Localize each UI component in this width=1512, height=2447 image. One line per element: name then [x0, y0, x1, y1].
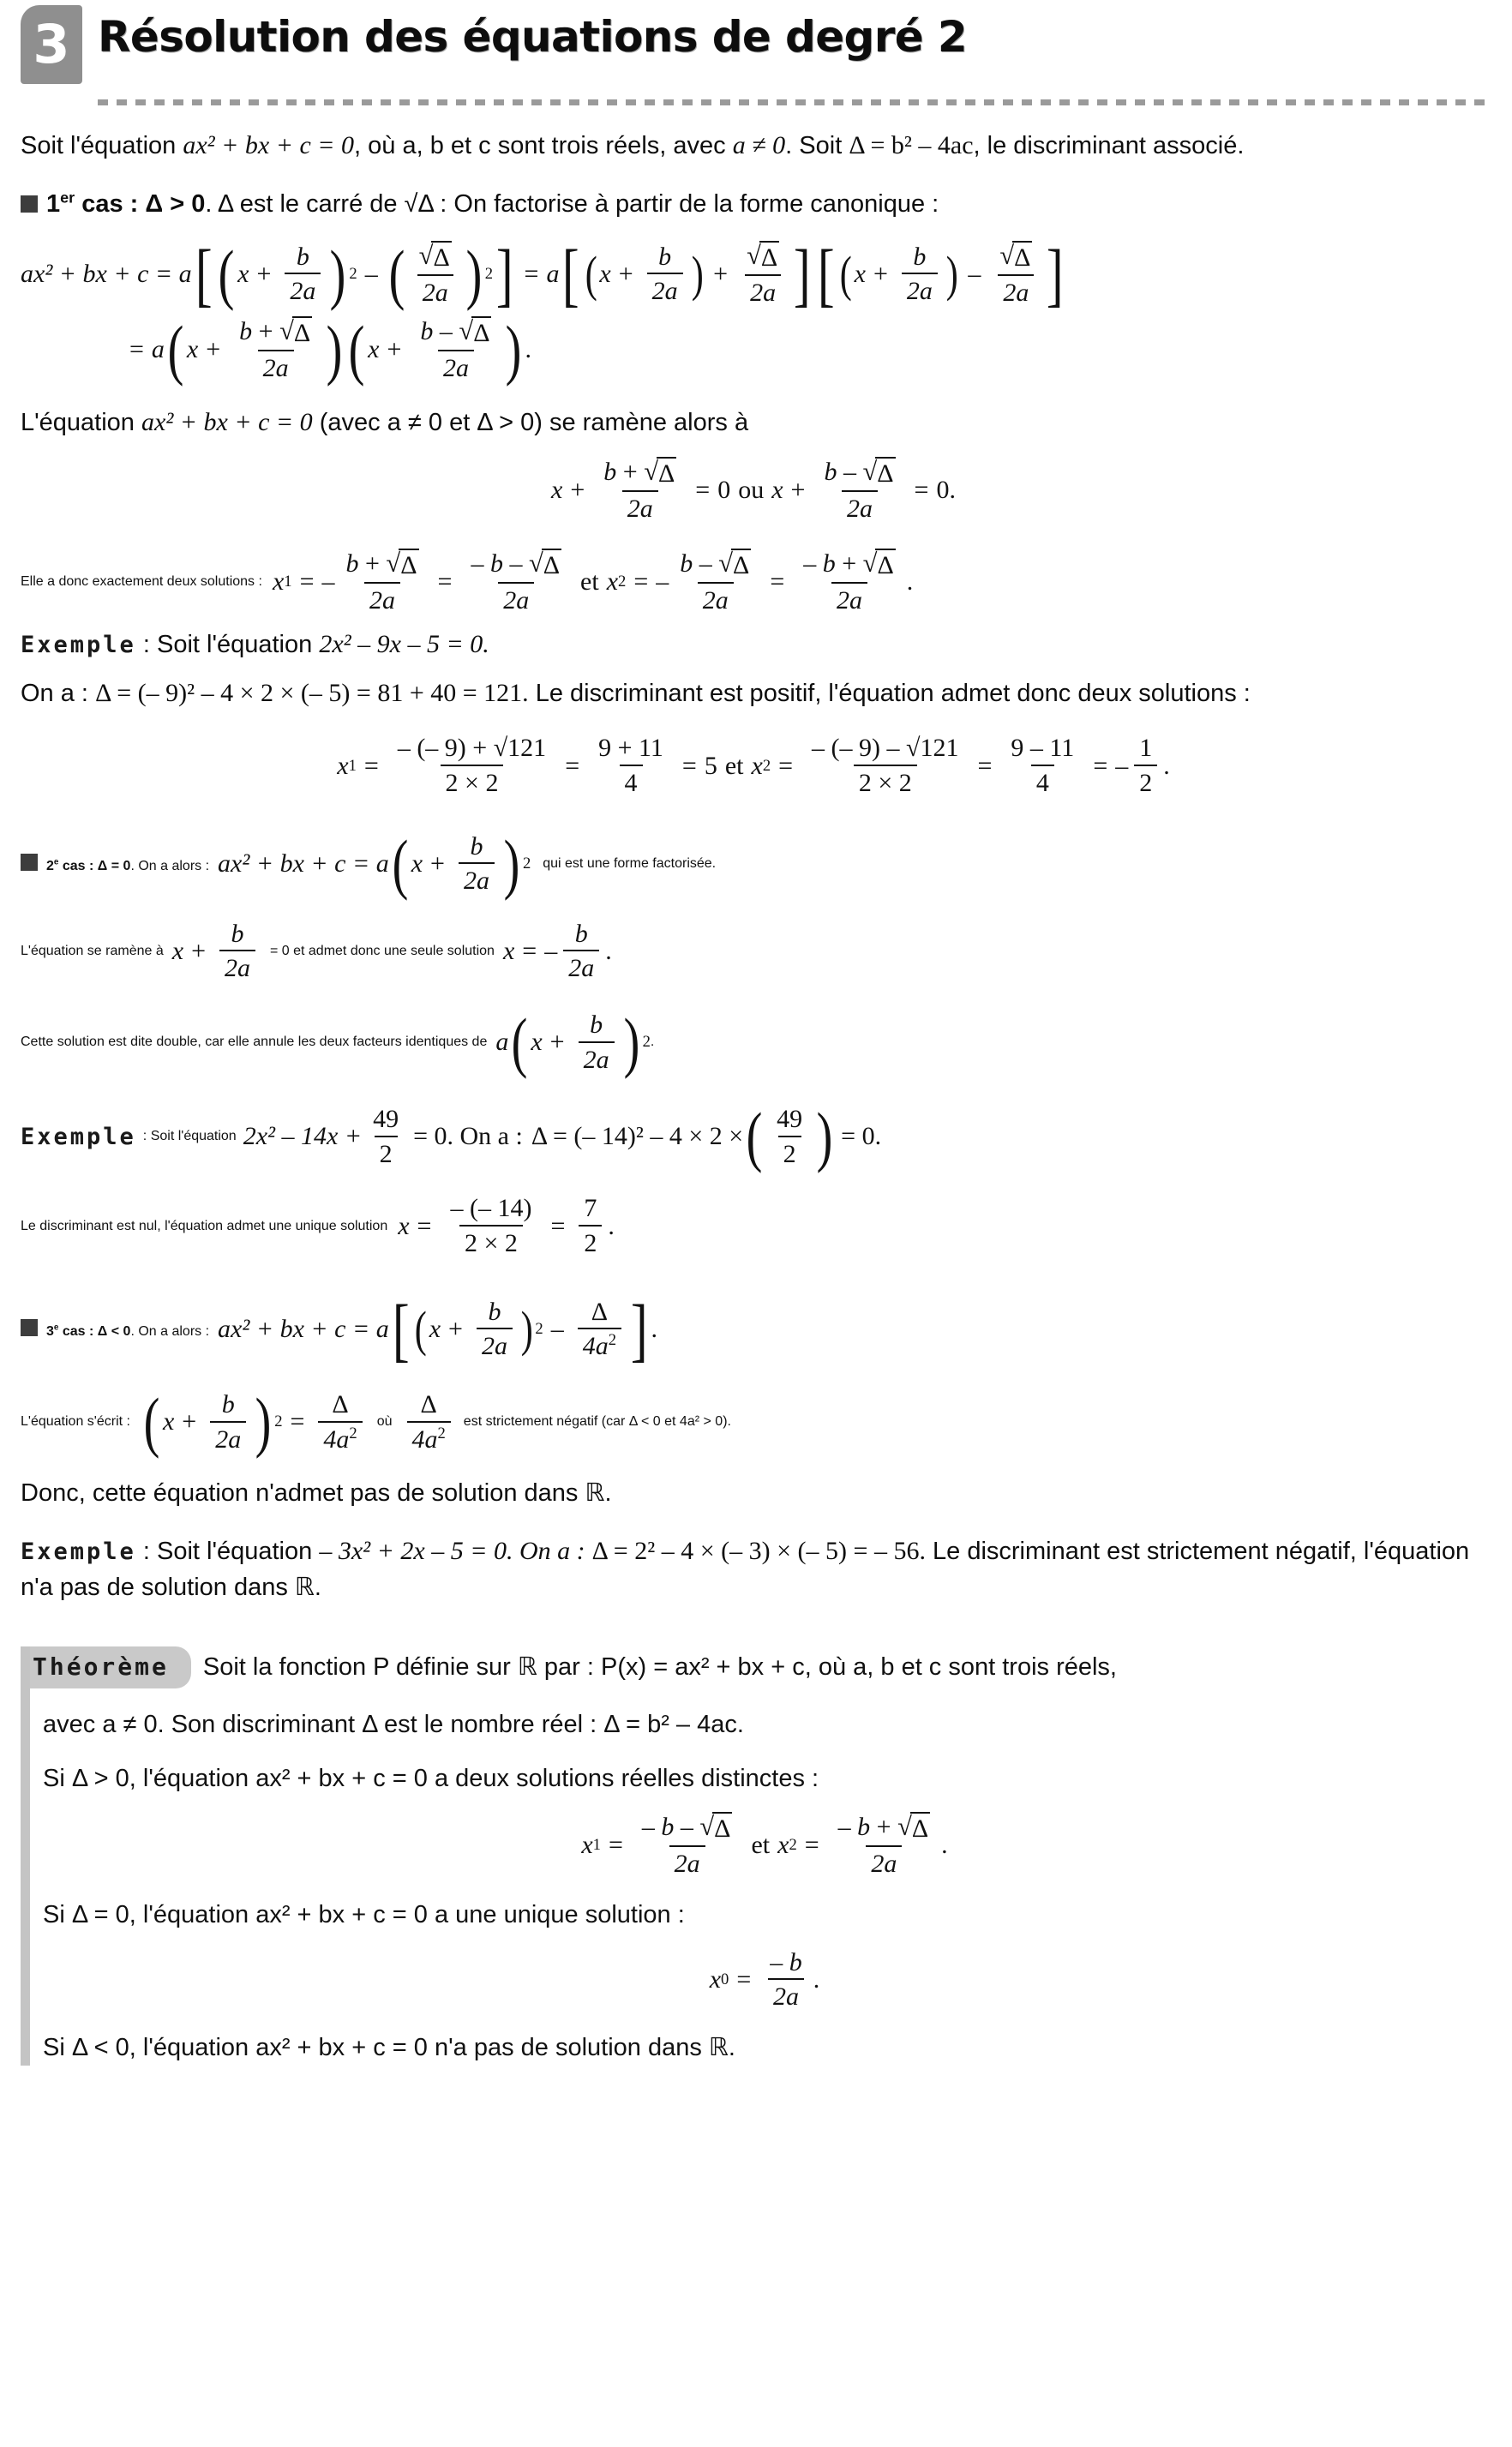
case1-factorisation-row2: = a ( x + b + √ Δ 2a ) ( x + b – √ Δ 2a ) .	[129, 311, 531, 387]
ex2-x-res-num: 7	[584, 1194, 597, 1223]
case3-conclusion: Donc, cette équation n'admet pas de solution dans ℝ.	[21, 1479, 612, 1508]
ex1-x2-num2: 9 – 11	[1011, 734, 1075, 763]
ex1-x2-den: 2 × 2	[858, 769, 912, 798]
ex2-frac-num: 49	[373, 1105, 399, 1134]
ex1-x1-num2: 9 + 11	[598, 734, 663, 763]
reduces-prefix: L'équation	[21, 409, 135, 437]
theorem-case-positive: Si Δ > 0, l'équation ax² + bx + c = 0 a deux solutions réelles distinctes :	[43, 1765, 819, 1793]
case3-strict-neg-text: est strictement négatif (car Δ < 0 et 4a² > 0).	[463, 1414, 731, 1430]
case1-two-solutions: Elle a donc exactement deux solutions : x 1 = – b + √ Δ 2a = – b – √ Δ 2a et x 2 = – b – √ Δ 2a = – b + √ Δ 2a .	[21, 549, 914, 615]
ex1-x1-result: 5	[704, 751, 717, 780]
ex2-x-den: 2 × 2	[465, 1229, 518, 1258]
example2-line: Exemple : Soit l'équation 2x² – 14x + $\frac{49}{2}$ = 0. On a : Δ = (– 14)² – 4 × 2 × ( $\frac{49}{2}$ ) = 0.	[21, 1099, 882, 1174]
example1-conclusion: Le discriminant est positif, l'équation admet donc deux solutions :	[535, 679, 1251, 707]
case3-sentence1: . On a alors :	[130, 1323, 210, 1339]
theorem-badge: Théorème	[21, 1646, 191, 1688]
case3-where-text: où	[376, 1414, 393, 1430]
case2-reduce-prefix: L'équation se ramène à	[21, 943, 164, 958]
case2-label: 2	[46, 858, 54, 873]
ex1-x2-num: – (– 9) – √121	[812, 734, 959, 763]
case2-heading: 2e cas : Δ = 0. On a alors : ax² + bx + c = a ( x + $\frac{b}{2a}$ ) 2 qui est une forme factorisée.	[21, 832, 1486, 896]
example3-equation: – 3x² + 2x – 5 = 0. On a :	[319, 1537, 585, 1566]
case1-sentence: . Δ est le carré de √Δ : On factorise à partir de la forme canonique :	[205, 189, 939, 218]
ex1-x2-res-num: 1	[1139, 734, 1153, 763]
square-bullet-icon	[21, 854, 38, 871]
theorem-solutions-positive: x 1 = – b – √ Δ 2a et x 2 = – b + √ Δ 2a .	[581, 1812, 948, 1879]
case3-heading: 3e cas : Δ < 0. On a alors : ax² + bx + c = a [ ( x + $\frac{b}{2a}$ ) 2 – $\frac{\Delta}{4a^2}$ ] .	[21, 1296, 1486, 1363]
page-header	[21, 0, 1488, 105]
example1-computation	[21, 675, 1486, 712]
case3-label-word: cas :	[62, 1323, 94, 1339]
example2-conclusion: Le discriminant est nul, l'équation admet une unique solution x = $\frac{- (- 14)}{2 \times 2}$ = $\frac{7}{2}$ .	[21, 1194, 615, 1258]
intro-discriminant: Δ = b² – 4ac	[849, 131, 974, 159]
intro-text-middle: , où a, b et c sont trois réels, avec	[354, 132, 726, 159]
theorem-block	[21, 1646, 1486, 2066]
case1-label: 1	[46, 189, 61, 218]
ex2-conclusion-text: Le discriminant est nul, l'équation admet une unique solution	[21, 1218, 388, 1233]
case2-sentence1: . On a alors :	[130, 858, 210, 873]
example3-line	[21, 1533, 1486, 1605]
case3-condition: Δ < 0	[97, 1323, 131, 1339]
theorem-line1: Soit la fonction P définie sur ℝ par : P(x) = ax² + bx + c, où a, b et c sont trois réels,	[202, 1653, 1117, 1682]
ex2-discriminant: Δ = (– 14)² – 4 × 2 ×	[531, 1122, 744, 1151]
ex1-x1-num: – (– 9) + √121	[397, 734, 547, 763]
case3-label-sup: e	[53, 1322, 59, 1333]
dashed-rule	[98, 99, 1488, 105]
page-title: Résolution des équations de degré 2	[98, 12, 968, 62]
page-content	[21, 128, 1486, 1605]
et-connector-3: et	[751, 1831, 771, 1860]
theorem-case-negative: Si Δ < 0, l'équation ax² + bx + c = 0 n'a pas de solution dans ℝ.	[43, 2034, 735, 2061]
example1-label: Exemple	[21, 632, 136, 659]
case2-double-root: Cette solution est dite double, car elle annule les deux facteurs identiques de a ( x + $\frac{b}{2a}$ ) 2 .	[21, 1005, 655, 1080]
case1-heading	[21, 187, 1486, 222]
case1-reduces-text	[21, 405, 1486, 441]
intro-paragraph	[21, 128, 1486, 165]
case2-double-text: Cette solution est dite double, car elle annule les deux facteurs identiques de	[21, 1035, 488, 1050]
case2-lhs: ax² + bx + c = a	[218, 849, 389, 878]
ex2-equation-rhs: = 0. On a :	[413, 1122, 523, 1151]
example1-discriminant: Δ = (– 9)² – 4 × 2 × (– 5) = 81 + 40 = 121.	[95, 678, 529, 707]
theorem-line2: avec a ≠ 0. Son discriminant Δ est le nombre réel : Δ = b² – 4ac.	[43, 1711, 744, 1739]
case3-writes: L'équation s'écrit : ( x + $\frac{b}{2a}$ ) 2 = $\frac{\Delta}{4a^2}$ où $\frac{\Delta}{4a^2}$ est strictement négatif (car Δ < 0 et 4a² > 0).	[21, 1384, 731, 1460]
case2-condition: Δ = 0	[97, 858, 131, 873]
case1-reduced-equations: x + b + √ Δ 2a = 0 ou x + b – √ Δ 2a = 0.	[551, 456, 956, 523]
ex2-discriminant-end: = 0.	[841, 1122, 882, 1151]
factorisation-lhs: ax² + bx + c = a	[21, 259, 192, 288]
case1-condition: Δ > 0	[145, 189, 206, 218]
example3-discriminant: Δ = 2² – 4 × (– 3) × (– 5) = – 56.	[591, 1537, 926, 1566]
case2-label-sup: e	[53, 857, 59, 867]
case2-double-period: .	[650, 1035, 655, 1050]
example1-computation-prefix: On a :	[21, 679, 88, 707]
example1-intro: : Soit l'équation	[142, 631, 313, 659]
ex2-equation-lhs: 2x² – 14x +	[243, 1122, 363, 1151]
square-bullet-icon	[21, 195, 38, 213]
case2-sentence2: qui est une forme factorisée.	[543, 855, 717, 871]
example2-label: Exemple	[21, 1123, 136, 1150]
intro-condition: a ≠ 0	[732, 131, 786, 159]
case3-label: 3	[46, 1323, 54, 1339]
intro-equation: ax² + bx + c = 0	[183, 131, 355, 159]
case3-writes-text: L'équation s'écrit :	[21, 1414, 130, 1430]
ex1-x1-den2: 4	[624, 769, 638, 798]
example1-line	[21, 627, 1486, 663]
square-bullet-icon	[21, 1319, 38, 1336]
example3-intro: : Soit l'équation	[142, 1538, 313, 1566]
case2-reduce-suffix: = 0 et admet donc une seule solution	[269, 943, 495, 958]
theorem-first-line	[33, 1646, 1486, 1688]
two-solutions-label: Elle a donc exactement deux solutions :	[21, 573, 262, 589]
theorem-case-zero: Si Δ = 0, l'équation ax² + bx + c = 0 a une unique solution :	[43, 1900, 685, 1928]
example3-label: Exemple	[21, 1538, 136, 1566]
ou-connector: ou	[738, 475, 765, 504]
reduces-equation: ax² + bx + c = 0	[141, 408, 313, 437]
ex2-x-res-den: 2	[584, 1229, 597, 1258]
et-connector-1: et	[580, 567, 599, 596]
example2-intro: : Soit l'équation	[142, 1129, 237, 1144]
case1-label-sup: er	[60, 188, 75, 206]
ex1-x2-den2: 4	[1035, 769, 1049, 798]
reduces-suffix: (avec a ≠ 0 et Δ > 0) se ramène alors à	[319, 409, 749, 437]
intro-text-before: Soit l'équation	[21, 132, 177, 159]
ex1-x2-res-den: 2	[1139, 769, 1153, 798]
intro-text-end: , le discriminant associé.	[973, 132, 1245, 159]
theorem-solution-zero: x 0 = $\frac{- b}{2a}$ .	[709, 1947, 820, 2012]
section-number-badge: 3	[21, 5, 82, 84]
example3-conclusion: Le discriminant est strictement négatif, l'équation n'a pas de solution dans ℝ.	[21, 1538, 1470, 1601]
ex2-frac-den: 2	[379, 1139, 393, 1168]
et-connector-2: et	[724, 751, 744, 780]
case3-lhs: ax² + bx + c = a	[218, 1314, 389, 1343]
example1-solutions: x 1 = $\frac{- (- 9) + √121}{2 \times 2}$ = $\frac{9 + 11}{4}$ = 5 et x 2 = $\frac{- (- 9) - √121}{2 \times 2}$ = $\frac{9 - 11}{4}$ = – $\frac{1}{2}$ .	[337, 734, 1170, 798]
case1-label-word: cas :	[81, 189, 139, 218]
case1-factorisation-row1: ax² + bx + c = a [ ( x + $\frac{b}{2a}$ ) 2 – ( √ Δ 2a ) 2 ] = a [ ( x + $\frac{b}{2a}$ ) + √ Δ 2a ] [ ( x + $\frac{b}{2a}$ ) – √ Δ 2a ]	[21, 234, 1065, 314]
case2-reduce: L'équation se ramène à x + $\frac{b}{2a}$ = 0 et admet donc une seule solution x = – $\frac{b}{2a}$ .	[21, 919, 612, 983]
ex2-x-num: – (– 14)	[450, 1194, 532, 1223]
case2-label-word: cas :	[62, 858, 94, 873]
ex1-x1-den: 2 × 2	[445, 769, 499, 798]
example1-equation: 2x² – 9x – 5 = 0.	[319, 630, 489, 659]
intro-text-after: . Soit	[785, 132, 843, 159]
